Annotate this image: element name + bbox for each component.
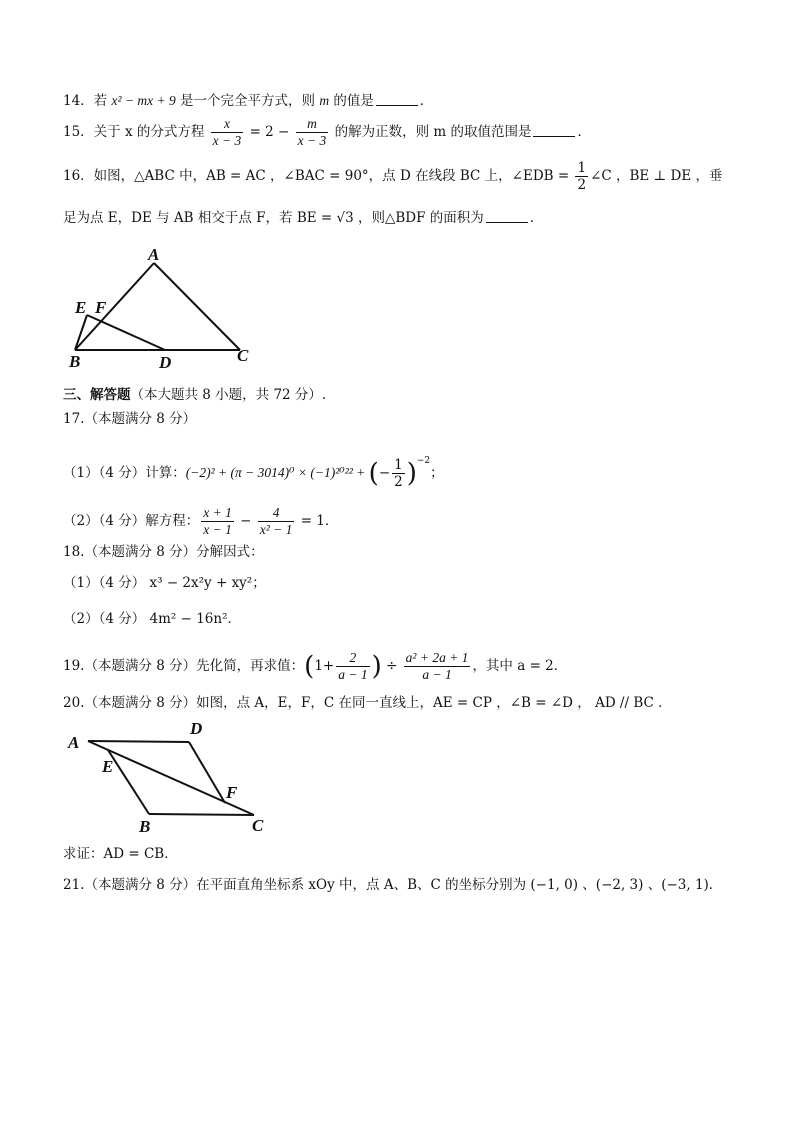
paren-close: ) bbox=[371, 651, 382, 682]
q17-p2-minus: − bbox=[235, 513, 256, 529]
vertex-label-c: C bbox=[252, 816, 264, 835]
question-18-part-2: （2）（4 分） 4m² − 16n²． bbox=[63, 611, 241, 627]
question-20-prove: 求证：AD = CB． bbox=[63, 846, 178, 862]
q16-text-b: ∠C ，BE ⊥ DE ，垂 bbox=[590, 168, 723, 184]
question-17-head: 17.（本题满分 8 分） bbox=[63, 411, 197, 427]
q14-variable: m bbox=[319, 93, 330, 108]
q19-prefix: 19.（本题满分 8 分）先化简，再求值： bbox=[63, 658, 305, 674]
section-header bbox=[63, 386, 326, 404]
q15-prefix: 15．关于 x 的分式方程 bbox=[63, 124, 209, 140]
point-label-f: F bbox=[95, 298, 107, 317]
vertex-label-a: A bbox=[148, 245, 160, 264]
fraction-denominator: a − 1 bbox=[422, 667, 452, 682]
question-17-part-1 bbox=[63, 452, 444, 490]
fraction-denominator: x − 3 bbox=[297, 133, 327, 148]
question-21: 21.（本题满分 8 分）在平面直角坐标系 xOy 中，点 A、B、C 的坐标分别为 (−1, 0) 、(−2, 3) 、(−3, 1)． bbox=[63, 877, 723, 893]
point-label-f: F bbox=[226, 783, 238, 802]
q16-end: ． bbox=[529, 210, 544, 226]
q17-p2-end: = 1． bbox=[296, 513, 339, 529]
fraction-numerator: x + 1 bbox=[203, 505, 232, 520]
fraction-numerator: 1 bbox=[577, 160, 587, 176]
segment-ed bbox=[87, 315, 165, 350]
fraction-denominator: x − 1 bbox=[203, 522, 232, 537]
question-14 bbox=[63, 92, 433, 110]
segment-ac bbox=[154, 263, 240, 350]
fraction-denominator: x² − 1 bbox=[259, 522, 293, 537]
vertex-label-b: B bbox=[139, 817, 151, 836]
question-17-part-2 bbox=[63, 505, 338, 538]
fraction-denominator: x − 3 bbox=[212, 133, 242, 148]
q14-mid: 是一个完全平方式，则 bbox=[175, 93, 320, 109]
fraction bbox=[258, 505, 295, 538]
paren-open: ( bbox=[304, 651, 315, 682]
vertex-label-c: C bbox=[237, 346, 249, 365]
triangle-figure bbox=[62, 240, 262, 375]
answer-blank bbox=[533, 124, 575, 137]
q17-p1-end: ； bbox=[430, 465, 444, 481]
q14-prefix: 14．若 bbox=[63, 93, 112, 109]
q14-end: ． bbox=[419, 93, 434, 109]
question-18-part-1: （1）（4 分） x³ − 2x²y + xy²； bbox=[63, 575, 266, 591]
q14-suffix: 的值是 bbox=[329, 93, 374, 109]
segment-ac bbox=[88, 741, 254, 815]
fraction bbox=[296, 116, 329, 149]
fraction-numerator: 4 bbox=[258, 505, 295, 522]
fraction-denominator: 2 bbox=[394, 474, 403, 490]
q19-suffix: ，其中 a = 2． bbox=[472, 658, 568, 674]
one-plus: 1+ bbox=[314, 658, 335, 674]
q15-mid: 的解为正数，则 m 的取值范围是 bbox=[330, 124, 532, 140]
fraction-denominator: 2 bbox=[577, 177, 587, 193]
answer-blank bbox=[376, 93, 418, 106]
fraction-half bbox=[575, 160, 588, 193]
q15-end: ． bbox=[577, 124, 591, 140]
fraction-numerator: m bbox=[296, 116, 329, 133]
fraction bbox=[211, 116, 244, 149]
q17-p1-expression: (−2)² + (π − 3014)⁰ × (−1)²⁰²² + bbox=[185, 465, 369, 480]
question-20: 20.（本题满分 8 分）如图，点 A，E，F，C 在同一直线上，AE = CP ，∠B = ∠D ， AD // BC ． bbox=[63, 695, 672, 711]
fraction-numerator: 2 bbox=[336, 650, 369, 667]
fraction bbox=[404, 650, 471, 683]
fraction-numerator: a² + 2a + 1 bbox=[405, 650, 469, 665]
paren-open: ( bbox=[368, 458, 379, 489]
fraction bbox=[336, 650, 369, 683]
section-note: （本大题共 8 小题，共 72 分）. bbox=[130, 387, 327, 403]
vertex-label-a: A bbox=[68, 733, 80, 752]
section-title: 三、解答题 bbox=[63, 387, 131, 403]
q16-text-a: 16．如图，△ABC 中，AB = AC ，∠BAC = 90°，点 D 在线段 BC 上，∠EDB = bbox=[63, 168, 574, 184]
point-label-e: E bbox=[102, 757, 114, 776]
question-16-line-1 bbox=[63, 160, 723, 193]
parallelogram-figure bbox=[62, 718, 277, 838]
question-18-head: 18.（本题满分 8 分）分解因式： bbox=[63, 544, 264, 560]
answer-blank bbox=[486, 210, 528, 223]
paren-close: ) bbox=[406, 458, 417, 489]
fraction bbox=[392, 457, 405, 490]
question-19 bbox=[63, 650, 567, 683]
fraction-numerator: x bbox=[211, 116, 244, 133]
point-label-e: E bbox=[75, 298, 87, 317]
vertex-label-d: D bbox=[190, 719, 203, 738]
q14-expression: x² − mx + 9 bbox=[111, 93, 176, 108]
fraction bbox=[201, 505, 234, 538]
parallelogram-lines bbox=[88, 741, 254, 815]
q17-p1-exponent: −2 bbox=[416, 456, 431, 466]
question-16-line-2 bbox=[63, 209, 543, 227]
segment-bc bbox=[149, 814, 254, 815]
question-15 bbox=[63, 116, 591, 149]
point-label-d: D bbox=[159, 353, 172, 372]
fraction-denominator: a − 1 bbox=[338, 667, 368, 682]
segment-ba bbox=[75, 263, 154, 350]
minus-sign: − bbox=[378, 465, 391, 481]
segment-ad bbox=[88, 741, 189, 742]
q19-divide: ÷ bbox=[381, 658, 402, 674]
q16-text-c: 足为点 E，DE 与 AB 相交于点 F，若 BE = √3 ，则△BDF 的面积为 bbox=[63, 210, 484, 226]
q17-p2-label: （2）（4 分）解方程： bbox=[63, 513, 200, 529]
fraction-numerator: 1 bbox=[394, 457, 403, 473]
q17-p1-label: （1）（4 分）计算： bbox=[63, 465, 186, 481]
q15-equals: = 2 − bbox=[245, 124, 294, 140]
vertex-label-b: B bbox=[69, 352, 81, 371]
